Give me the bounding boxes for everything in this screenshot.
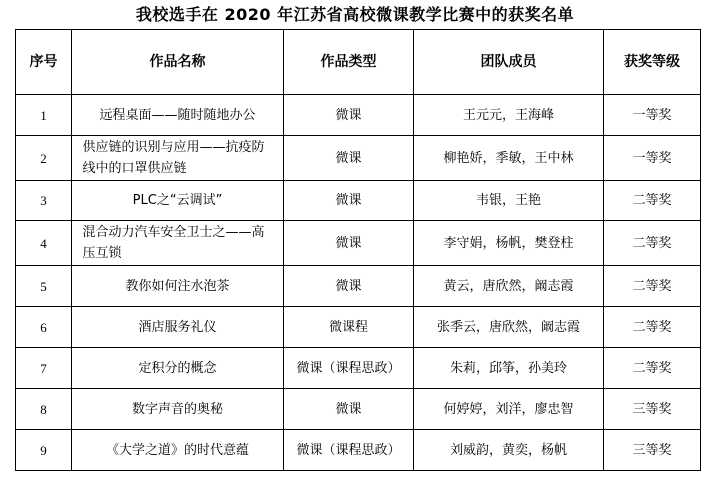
cell-work-type: 微课: [284, 389, 414, 430]
cell-work-title: [72, 95, 284, 136]
cell-award-level: 一等奖: [604, 95, 701, 136]
header-serial-number: 序号: [16, 30, 72, 95]
table-row: [16, 181, 701, 221]
work-title-text: 酒店服务礼仪: [138, 319, 217, 335]
cell-work-type: 微课（课程思政）: [284, 348, 414, 389]
cell-award-level: 二等奖: [604, 266, 701, 307]
cell-work-type: 微课程: [284, 307, 414, 348]
cell-serial-number: 4: [16, 221, 72, 266]
table-row: [16, 307, 701, 348]
cell-work-title: [72, 307, 284, 348]
work-title-text: PLC之“云调试”: [132, 193, 223, 208]
header-team-members: 团队成员: [414, 30, 604, 95]
table-row: [16, 389, 701, 430]
cell-award-level: 二等奖: [604, 181, 701, 221]
cell-award-level: 三等奖: [604, 389, 701, 430]
cell-work-type: 微课: [284, 221, 414, 266]
cell-award-level: 一等奖: [604, 136, 701, 181]
work-title-text: 混合动力汽车安全卫士之——高压互锁: [82, 225, 265, 261]
table-row: [16, 136, 701, 181]
work-title-text: 定积分的概念: [138, 360, 217, 376]
work-title-text: 数字声音的奥秘: [131, 401, 223, 417]
table-row: [16, 266, 701, 307]
cell-team-members: 何婷婷，刘洋，廖忠智: [414, 389, 604, 430]
cell-serial-number: 1: [16, 95, 72, 136]
cell-work-title: [72, 389, 284, 430]
cell-work-title: [72, 348, 284, 389]
award-list-table: [15, 29, 701, 471]
work-title-text: 远程桌面——随时随地办公: [99, 107, 256, 123]
cell-work-type: 微课: [284, 266, 414, 307]
cell-work-type: 微课: [284, 95, 414, 136]
cell-team-members: 朱莉，邱筝，孙美玲: [414, 348, 604, 389]
cell-work-title: [72, 430, 284, 471]
cell-award-level: 二等奖: [604, 348, 701, 389]
table-header-row: [16, 30, 701, 95]
header-work-type: 作品类型: [284, 30, 414, 95]
cell-work-type: 微课: [284, 136, 414, 181]
cell-award-level: 三等奖: [604, 430, 701, 471]
cell-team-members: 王元元，王海峰: [414, 95, 604, 136]
header-work-title: 作品名称: [72, 30, 284, 95]
cell-award-level: 二等奖: [604, 307, 701, 348]
cell-team-members: 韦银，王艳: [414, 181, 604, 221]
cell-work-title: [72, 181, 284, 221]
header-award-level: 获奖等级: [604, 30, 701, 95]
cell-serial-number: 3: [16, 181, 72, 221]
cell-serial-number: 5: [16, 266, 72, 307]
cell-work-title: [72, 266, 284, 307]
table-row: [16, 430, 701, 471]
cell-serial-number: 6: [16, 307, 72, 348]
table-row: [16, 348, 701, 389]
work-title-text: 教你如何注水泡茶: [125, 278, 230, 294]
cell-serial-number: 8: [16, 389, 72, 430]
cell-team-members: 张季云，唐欣然，阚志霞: [414, 307, 604, 348]
cell-work-title: [72, 136, 284, 181]
cell-work-title: [72, 221, 284, 266]
table-row: [16, 221, 701, 266]
cell-serial-number: 9: [16, 430, 72, 471]
cell-work-type: 微课（课程思政）: [284, 430, 414, 471]
cell-work-type: 微课: [284, 181, 414, 221]
cell-team-members: 黄云，唐欣然，阚志霞: [414, 266, 604, 307]
table-row: [16, 95, 701, 136]
document-title: 我校选手在 2020 年江苏省高校微课教学比赛中的获奖名单: [135, 5, 575, 24]
work-title-text: 《大学之道》的时代意蕴: [105, 442, 249, 458]
cell-team-members: 李守娟，杨帆，樊登柱: [414, 221, 604, 266]
cell-serial-number: 7: [16, 348, 72, 389]
cell-award-level: 二等奖: [604, 221, 701, 266]
cell-team-members: 刘威韵，黄奕，杨帆: [414, 430, 604, 471]
cell-team-members: 柳艳娇，季敏，王中林: [414, 136, 604, 181]
cell-serial-number: 2: [16, 136, 72, 181]
work-title-text: 供应链的识别与应用——抗疫防线中的口罩供应链: [82, 140, 265, 176]
